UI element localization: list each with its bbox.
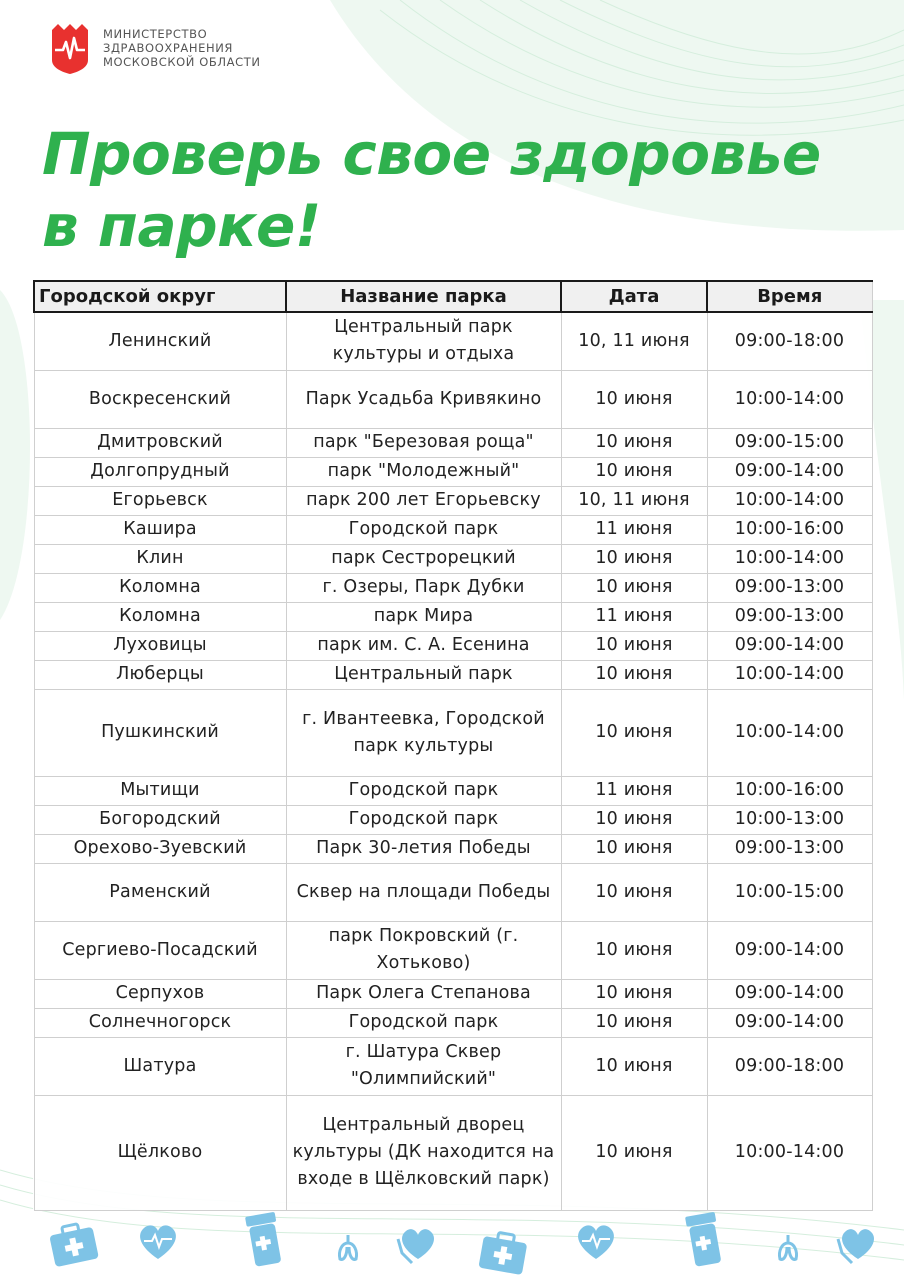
cell-park: парк Сестрорецкий xyxy=(286,544,561,573)
cell-time: 10:00-13:00 xyxy=(707,805,872,834)
cell-date: 10 июня xyxy=(561,428,707,457)
cell-date: 10 июня xyxy=(561,863,707,921)
table-row xyxy=(34,660,872,689)
cell-time: 09:00-14:00 xyxy=(707,979,872,1008)
cell-time: 10:00-15:00 xyxy=(707,863,872,921)
cell-park: парк 200 лет Егорьевску xyxy=(286,486,561,515)
table-row xyxy=(34,834,872,863)
table-row xyxy=(34,1095,872,1210)
cell-park: парк им. С. А. Есенина xyxy=(286,631,561,660)
table-row xyxy=(34,370,872,428)
table-row xyxy=(34,515,872,544)
pill-bottle-icon xyxy=(245,1212,283,1267)
cell-time: 09:00-14:00 xyxy=(707,631,872,660)
cell-time: 10:00-14:00 xyxy=(707,370,872,428)
cell-date: 10 июня xyxy=(561,834,707,863)
cell-park: Сквер на площади Победы xyxy=(286,863,561,921)
cell-date: 10, 11 июня xyxy=(561,312,707,370)
cell-district: Серпухов xyxy=(34,979,286,1008)
cell-district: Сергиево-Посадский xyxy=(34,921,286,979)
cell-time: 09:00-18:00 xyxy=(707,312,872,370)
cell-time: 10:00-14:00 xyxy=(707,486,872,515)
cell-date: 10 июня xyxy=(561,805,707,834)
table-row xyxy=(34,805,872,834)
table-row xyxy=(34,631,872,660)
cell-district: Щёлково xyxy=(34,1095,286,1210)
heart-pulse-icon xyxy=(140,1225,176,1259)
title-line-1: Проверь свое здоровье xyxy=(42,120,821,188)
ministry-logo-icon xyxy=(50,22,90,74)
cell-date: 10 июня xyxy=(561,1095,707,1210)
cell-date: 10 июня xyxy=(561,921,707,979)
cell-district: Пушкинский xyxy=(34,689,286,776)
cell-date: 10 июня xyxy=(561,1037,707,1095)
cell-district: Кашира xyxy=(34,515,286,544)
cell-district: Воскресенский xyxy=(34,370,286,428)
table-row xyxy=(34,544,872,573)
title-line-2: в парке! xyxy=(42,192,321,260)
cell-time: 10:00-16:00 xyxy=(707,515,872,544)
header-park: Название парка xyxy=(286,281,561,312)
table-row xyxy=(34,689,872,776)
cell-park: Парк 30-летия Победы xyxy=(286,834,561,863)
cell-district: Люберцы xyxy=(34,660,286,689)
table-row xyxy=(34,979,872,1008)
cell-date: 11 июня xyxy=(561,776,707,805)
cell-date: 10 июня xyxy=(561,689,707,776)
cell-park: Центральный парк xyxy=(286,660,561,689)
cell-date: 10 июня xyxy=(561,573,707,602)
heart-hands-icon xyxy=(838,1229,874,1263)
cell-district: Коломна xyxy=(34,602,286,631)
medical-kit-icon xyxy=(478,1230,528,1275)
cell-park: г. Озеры, Парк Дубки xyxy=(286,573,561,602)
table-row xyxy=(34,312,872,370)
cell-time: 09:00-13:00 xyxy=(707,573,872,602)
cell-park: Парк Усадьба Кривякино xyxy=(286,370,561,428)
cell-time: 09:00-13:00 xyxy=(707,602,872,631)
header-district: Городской округ xyxy=(34,281,286,312)
cell-district: Луховицы xyxy=(34,631,286,660)
table-row xyxy=(34,602,872,631)
cell-date: 10 июня xyxy=(561,631,707,660)
cell-date: 11 июня xyxy=(561,602,707,631)
table-row xyxy=(34,1037,872,1095)
table-row xyxy=(34,457,872,486)
cell-district: Долгопрудный xyxy=(34,457,286,486)
ministry-name xyxy=(103,27,261,69)
cell-time: 09:00-13:00 xyxy=(707,834,872,863)
cell-time: 10:00-14:00 xyxy=(707,544,872,573)
cell-date: 10 июня xyxy=(561,979,707,1008)
lungs-icon xyxy=(779,1235,796,1259)
cell-park: Парк Олега Степанова xyxy=(286,979,561,1008)
cell-district: Солнечногорск xyxy=(34,1008,286,1037)
cell-time: 10:00-14:00 xyxy=(707,689,872,776)
cell-park: Городской парк xyxy=(286,515,561,544)
heart-pulse-icon xyxy=(578,1225,614,1259)
cell-time: 09:00-18:00 xyxy=(707,1037,872,1095)
cell-district: Егорьевск xyxy=(34,486,286,515)
cell-park: Городской парк xyxy=(286,805,561,834)
cell-district: Богородский xyxy=(34,805,286,834)
table-row xyxy=(34,863,872,921)
cell-date: 10 июня xyxy=(561,660,707,689)
cell-date: 10 июня xyxy=(561,457,707,486)
cell-time: 10:00-14:00 xyxy=(707,660,872,689)
cell-park: парк Мира xyxy=(286,602,561,631)
table-row xyxy=(34,573,872,602)
cell-park: парк "Березовая роща" xyxy=(286,428,561,457)
table-header-row xyxy=(34,281,872,312)
cell-time: 09:00-14:00 xyxy=(707,1008,872,1037)
cell-date: 10 июня xyxy=(561,544,707,573)
cell-time: 10:00-14:00 xyxy=(707,1095,872,1210)
cell-date: 10, 11 июня xyxy=(561,486,707,515)
lungs-icon xyxy=(339,1235,356,1259)
table-row xyxy=(34,921,872,979)
cell-park: г. Ивантеевка, Городской парк культуры xyxy=(286,689,561,776)
ministry-line-3: МОСКОВСКОЙ ОБЛАСТИ xyxy=(103,55,261,69)
cell-park: Городской парк xyxy=(286,776,561,805)
ministry-line-2: ЗДРАВООХРАНЕНИЯ xyxy=(103,41,233,55)
heart-hands-icon xyxy=(398,1229,434,1263)
cell-district: Раменский xyxy=(34,863,286,921)
table-row xyxy=(34,1008,872,1037)
schedule-table xyxy=(33,280,873,1211)
cell-park: Центральный дворец культуры (ДК находится на входе в Щёлковский парк) xyxy=(286,1095,561,1210)
cell-date: 11 июня xyxy=(561,515,707,544)
cell-date: 10 июня xyxy=(561,1008,707,1037)
pill-bottle-icon xyxy=(685,1212,723,1267)
header-date: Дата xyxy=(561,281,707,312)
cell-district: Дмитровский xyxy=(34,428,286,457)
cell-district: Коломна xyxy=(34,573,286,602)
page-title xyxy=(42,118,821,262)
cell-time: 09:00-14:00 xyxy=(707,457,872,486)
cell-time: 09:00-15:00 xyxy=(707,428,872,457)
cell-park: Городской парк xyxy=(286,1008,561,1037)
table-row xyxy=(34,428,872,457)
cell-district: Клин xyxy=(34,544,286,573)
medical-kit-icon xyxy=(48,1221,99,1267)
footer-icons xyxy=(0,1205,904,1280)
cell-time: 09:00-14:00 xyxy=(707,921,872,979)
cell-date: 10 июня xyxy=(561,370,707,428)
ministry-line-1: МИНИСТЕРСТВО xyxy=(103,27,208,41)
table-row xyxy=(34,486,872,515)
header-time: Время xyxy=(707,281,872,312)
cell-park: парк "Молодежный" xyxy=(286,457,561,486)
cell-district: Ленинский xyxy=(34,312,286,370)
cell-district: Мытищи xyxy=(34,776,286,805)
cell-district: Шатура xyxy=(34,1037,286,1095)
cell-park: г. Шатура Сквер "Олимпийский" xyxy=(286,1037,561,1095)
ministry-header xyxy=(50,22,261,74)
cell-district: Орехово-Зуевский xyxy=(34,834,286,863)
cell-park: парк Покровский (г. Хотьково) xyxy=(286,921,561,979)
cell-park: Центральный парк культуры и отдыха xyxy=(286,312,561,370)
table-row xyxy=(34,776,872,805)
cell-time: 10:00-16:00 xyxy=(707,776,872,805)
